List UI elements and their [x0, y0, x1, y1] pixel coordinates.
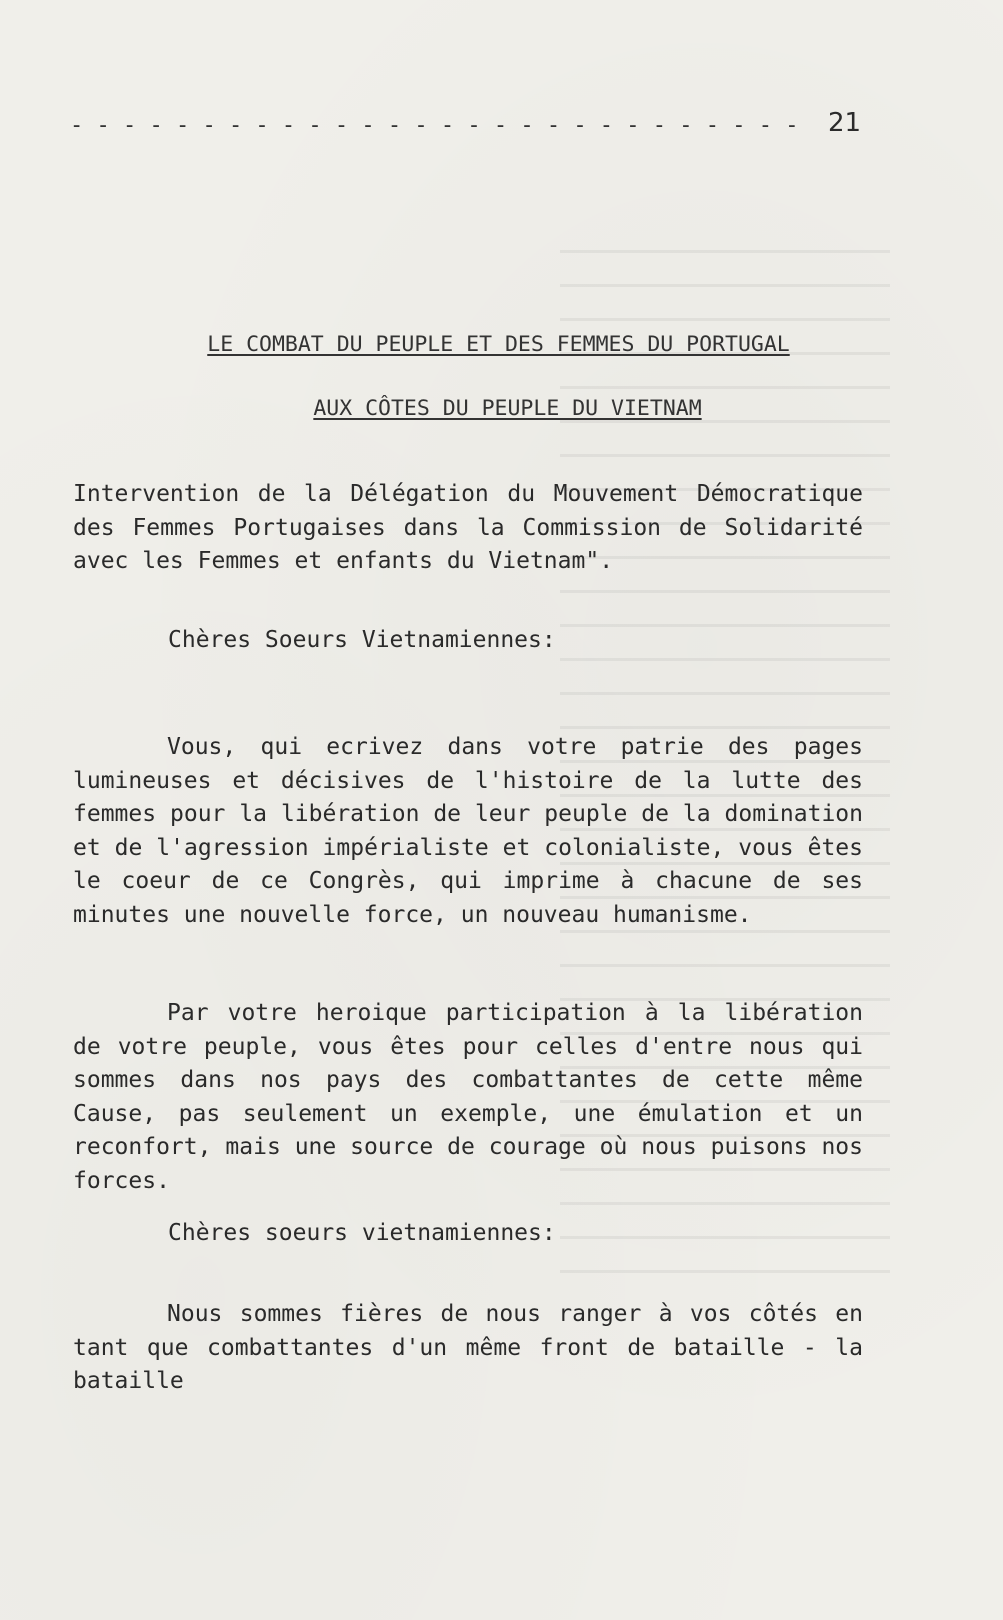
paragraph-2: Par votre heroique participation à la libération de votre peuple, vous êtes pour celles d'entre nous qui sommes dans nos pays des combattantes de cette même Cause, pas seulement un exemple, une émulation et un reconfort, mais une source de courage où nous puisons nos forces. — [73, 1000, 863, 1194]
header-dashed-rule: - - - - - - - - - - - - - - - - - - - - - - - - - - - - — [70, 113, 799, 138]
page-number: 21 — [828, 108, 862, 138]
paragraph-3: Nous sommes fières de nous ranger à vos côtés en tant que combattantes d'un même front de bataille - la bataille — [73, 1301, 863, 1395]
salutation-2: Chères soeurs vietnamiennes: — [168, 1220, 556, 1246]
intro-paragraph: Intervention de la Délégation du Mouvement Démocratique des Femmes Portugaises dans la Commission de Solidarité avec les Femmes et enfants du Vietnam". — [73, 481, 863, 575]
title-line-1: LE COMBAT DU PEUPLE ET DES FEMMES DU PORTUGAL — [207, 332, 790, 357]
title-line-2: AUX CÔTES DU PEUPLE DU VIETNAM — [313, 396, 702, 421]
salutation-1: Chères Soeurs Vietnamiennes: — [168, 627, 556, 653]
paragraph-1: Vous, qui ecrivez dans votre patrie des pages lumineuses et décisives de l'histoire de la lutte des femmes pour la libération de leur peuple de la domination et de l'agression impérialiste et colonialiste, vous êtes le coeur de ce Congrès, qui imprime à chacune de ses minutes une nouvelle force, un nouveau humanisme. — [73, 734, 863, 928]
